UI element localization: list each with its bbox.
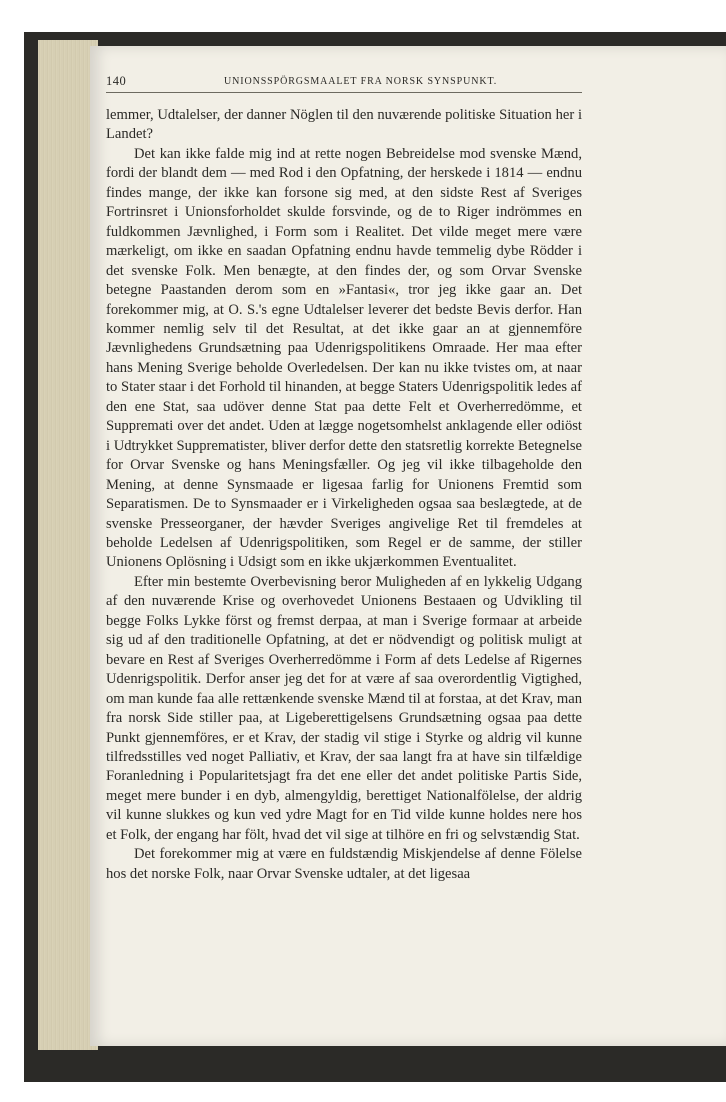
paragraph-continued: lemmer, Udtalelser, der danner Nöglen til den nuværende politiske Situation her i Landet? xyxy=(106,107,582,143)
paragraph: Efter min bestemte Overbevisning beror Muligheden af en lykkelig Udgang af den nuværende Krise og overhovedet Unionens Bestaaen og Udvikling til begge Folks Lykke först og fremst derpaa, at man i Sverige formaar at arbeide sig ud af den traditionelle Opfatning, at det er nödvendigt og politisk muligt at bevare en Rest af Sveriges Overherredömme i Form af dets Ledelse af Rigernes Udenrigspolitik. Derfor anser jeg det for at være af saa overordentlig Vigtighed, om man kunde faa alle rettænkende svenske Mænd til at forstaa, at det Krav, man fra norsk Side stiller paa, at Ligeberettigelsens Grundsætning ogsaa paa dette Punkt gjennemföres, er et Krav, der stadig vil stige i Styrke og aldrig vil kunne tilfredsstilles ved noget Palliativ, et Krav, der saa langt fra at have sin tilfældige Foranledning i Popularitetsjagt fra det ene eller det andet politiske Partis Side, meget mere bunder i en dyb, almengyldig, berettiget Nationalfölelse, der aldrig vil kunne slukkes og kun ved ydre Magt for en Tid vilde kunne holdes nere hos et Folk, der engang har fölt, hvad det vil sige at tilhöre en fri og selvstændig Stat. xyxy=(106,573,582,843)
page-stack-edge xyxy=(38,40,98,1050)
paragraph: Det kan ikke falde mig ind at rette nogen Bebreidelse mod svenske Mænd, fordi der blandt dem — med Rod i den Opfatning, der herskede i 1814 — endnu findes mange, der ikke kan forsone sig med, at den sidste Rest af Sveriges Fortrinsret i Unionsforholdet skulde forsvinde, og de to Riger indrömmes en fuldkommen Jævnlighed, i Form som i Realitet. Det vilde meget mere være mærkeligt, om ikke en saadan Opfatning endnu havde temmelig dybe Rödder i det svenske Folk. Men benægte, at den findes der, og som Orvar Svenske betegne Paastanden derom som en »Fantasi«, tror jeg ikke gaar an. Det forekommer mig, at O. S.'s egne Udtalelser leverer det bedste Bevis derfor. Han kommer nemlig selv til det Resultat, at det ikke gaar an at gjennemföre Jævnlighedens Grundsætning paa Udenrigspolitikens Omraade. Her maa efter hans Mening Sverige beholde Overledelsen. Der kan nu ikke tvistes om, at naar to Stater staar i det Forhold til hinanden, at begge Staters Udenrigspolitik ledes af den ene Stat, saa udöver denne Stat paa dette Felt et Overherredömme, et Suppremati over det andet. Uden at lægge nogetsomhelst anklagende eller odiöst i Udtrykket Supprematister, bliver derfor dette den statsretlig korrekte Betegnelse for Orvar Svenske og hans Meningsfæller. Og jeg vil ikke tilbageholde den Mening, at denne Synsmaade er ligesaa farlig for Unionens Fremtid som Separatismen. De to Synsmaader er i Virkeligheden ogsaa saa beslægtede, at de svenske Presseorganer, der hævder Sveriges angivelige Ret til fremdeles at beholde Ledelsen af Udenrigspolitiken, som Regel er de samme, der stiller Unionens Oplösning i Udsigt som en ikke ukjærkommen Eventualitet. xyxy=(106,145,582,571)
page-number: 140 xyxy=(106,74,127,88)
paragraph: Det forekommer mig at være en fuldstændig Miskjendelse af denne Fölelse hos det norske Folk, naar Orvar Svenske udtaler, at det ligesaa xyxy=(106,846,582,882)
running-head: UNIONSSPÖRGSMAALET FRA NORSK SYNSPUNKT. xyxy=(224,76,498,87)
page-header xyxy=(106,72,582,93)
body-text xyxy=(106,106,582,884)
